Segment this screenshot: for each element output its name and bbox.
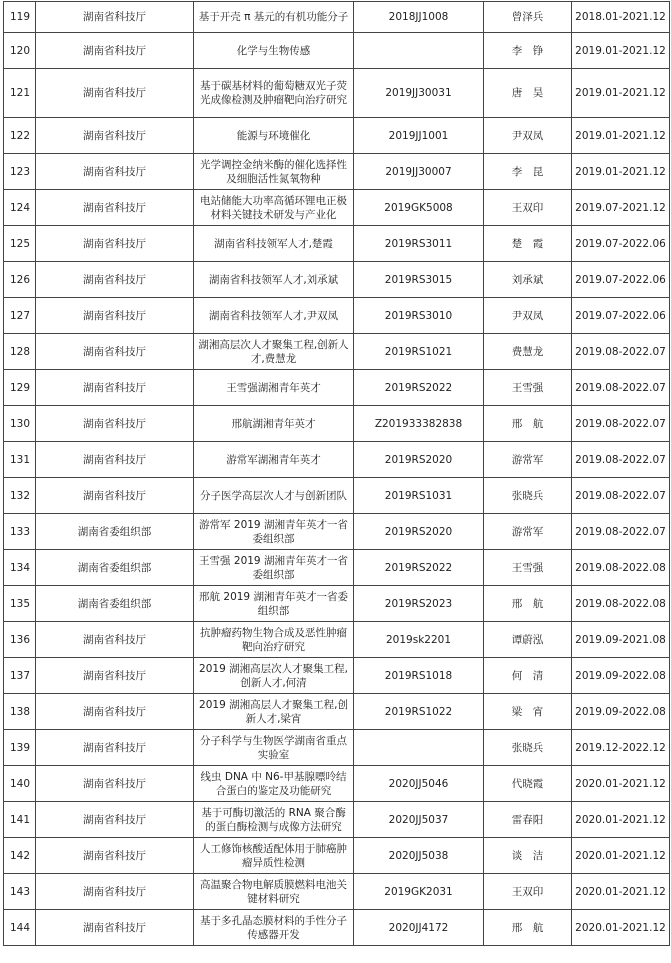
project-cell: 游常军湖湘青年英才 (194, 442, 354, 478)
row-number: 121 (4, 69, 36, 118)
project-cell: 湖南省科技领军人才,刘承斌 (194, 262, 354, 298)
person-cell: 张晓兵 (484, 478, 572, 514)
code-cell: 2020JJ4172 (354, 910, 484, 946)
row-number: 142 (4, 838, 36, 874)
org-cell: 湖南省科技厅 (36, 658, 194, 694)
period-cell: 2020.01-2021.12 (572, 874, 670, 910)
person-cell: 王雪强 (484, 550, 572, 586)
row-number: 128 (4, 334, 36, 370)
table-row (4, 802, 670, 838)
person-cell: 游常军 (484, 442, 572, 478)
project-cell: 湖南省科技领军人才,尹双凤 (194, 298, 354, 334)
row-number: 123 (4, 154, 36, 190)
code-cell: 2019RS2022 (354, 370, 484, 406)
code-cell: 2019GK5008 (354, 190, 484, 226)
row-number: 119 (4, 2, 36, 33)
code-cell: 2019RS1018 (354, 658, 484, 694)
table-row (4, 298, 670, 334)
person-cell: 王雪强 (484, 370, 572, 406)
period-cell: 2019.08-2022.07 (572, 442, 670, 478)
org-cell: 湖南省科技厅 (36, 154, 194, 190)
org-cell: 湖南省科技厅 (36, 910, 194, 946)
org-cell: 湖南省科技厅 (36, 694, 194, 730)
table-row (4, 69, 670, 118)
row-number: 130 (4, 406, 36, 442)
period-cell: 2019.01-2021.12 (572, 118, 670, 154)
table-row (4, 694, 670, 730)
period-cell: 2019.07-2022.06 (572, 226, 670, 262)
table-row (4, 874, 670, 910)
code-cell: 2019RS1021 (354, 334, 484, 370)
table-row (4, 33, 670, 69)
period-cell: 2019.09-2022.08 (572, 694, 670, 730)
code-cell: 2020JJ5046 (354, 766, 484, 802)
org-cell: 湖南省科技厅 (36, 370, 194, 406)
person-cell: 尹双凤 (484, 118, 572, 154)
table-row (4, 190, 670, 226)
org-cell: 湖南省科技厅 (36, 298, 194, 334)
project-cell: 电站储能大功率高循环锂电正极材料关键技术研发与产业化 (194, 190, 354, 226)
code-cell: 2019sk2201 (354, 622, 484, 658)
code-cell: 2019JJ1001 (354, 118, 484, 154)
period-cell: 2019.07-2021.12 (572, 190, 670, 226)
table-row (4, 622, 670, 658)
row-number: 138 (4, 694, 36, 730)
person-cell: 梁 宵 (484, 694, 572, 730)
table-row (4, 118, 670, 154)
person-cell: 代晓霞 (484, 766, 572, 802)
person-cell: 曾泽兵 (484, 2, 572, 33)
table-row (4, 334, 670, 370)
period-cell: 2019.08-2022.08 (572, 586, 670, 622)
project-cell: 基于碳基材料的葡萄糖双光子荧光成像检测及肿瘤靶向治疗研究 (194, 69, 354, 118)
project-cell: 人工修饰核酸适配体用于肺癌肿瘤异质性检测 (194, 838, 354, 874)
project-cell: 基于可酶切激活的 RNA 聚合酶的蛋白酶检测与成像方法研究 (194, 802, 354, 838)
code-cell: 2019RS1022 (354, 694, 484, 730)
org-cell: 湖南省科技厅 (36, 442, 194, 478)
period-cell: 2020.01-2021.12 (572, 766, 670, 802)
project-cell: 2019 湖湘高层次人才聚集工程,创新人才,何清 (194, 658, 354, 694)
org-cell: 湖南省科技厅 (36, 874, 194, 910)
code-cell: 2019RS1031 (354, 478, 484, 514)
project-cell: 分子科学与生物医学湖南省重点实验室 (194, 730, 354, 766)
org-cell: 湖南省科技厅 (36, 730, 194, 766)
project-cell: 线虫 DNA 中 N6-甲基腺嘌呤结合蛋白的鉴定及功能研究 (194, 766, 354, 802)
org-cell: 湖南省委组织部 (36, 514, 194, 550)
org-cell: 湖南省科技厅 (36, 262, 194, 298)
project-cell: 基于多孔晶态膜材料的手性分子传感器开发 (194, 910, 354, 946)
table-row (4, 730, 670, 766)
person-cell: 费慧龙 (484, 334, 572, 370)
project-cell: 王雪强 2019 湖湘青年英才一省委组织部 (194, 550, 354, 586)
person-cell: 雷春阳 (484, 802, 572, 838)
period-cell: 2019.07-2022.06 (572, 262, 670, 298)
period-cell: 2019.08-2022.07 (572, 514, 670, 550)
code-cell: Z201933382838 (354, 406, 484, 442)
org-cell: 湖南省科技厅 (36, 2, 194, 33)
row-number: 144 (4, 910, 36, 946)
row-number: 125 (4, 226, 36, 262)
person-cell: 邢 航 (484, 910, 572, 946)
row-number: 139 (4, 730, 36, 766)
row-number: 141 (4, 802, 36, 838)
period-cell: 2019.08-2022.07 (572, 370, 670, 406)
project-cell: 邢航湖湘青年英才 (194, 406, 354, 442)
table-row (4, 406, 670, 442)
table-row (4, 2, 670, 33)
period-cell: 2019.08-2022.07 (572, 406, 670, 442)
row-number: 120 (4, 33, 36, 69)
person-cell: 邢 航 (484, 406, 572, 442)
person-cell: 尹双凤 (484, 298, 572, 334)
person-cell: 王双印 (484, 190, 572, 226)
table-row (4, 478, 670, 514)
table-row (4, 370, 670, 406)
row-number: 135 (4, 586, 36, 622)
person-cell: 李 铮 (484, 33, 572, 69)
code-cell: 2019RS3011 (354, 226, 484, 262)
code-cell: 2019RS2020 (354, 442, 484, 478)
period-cell: 2019.01-2021.12 (572, 154, 670, 190)
code-cell: 2019GK2031 (354, 874, 484, 910)
row-number: 126 (4, 262, 36, 298)
row-number: 122 (4, 118, 36, 154)
org-cell: 湖南省科技厅 (36, 406, 194, 442)
period-cell: 2019.07-2022.06 (572, 298, 670, 334)
period-cell: 2019.01-2021.12 (572, 33, 670, 69)
row-number: 129 (4, 370, 36, 406)
period-cell: 2019.09-2022.08 (572, 658, 670, 694)
table-row (4, 838, 670, 874)
person-cell: 何 清 (484, 658, 572, 694)
project-cell: 2019 湖湘高层人才聚集工程,创新人才,梁宵 (194, 694, 354, 730)
org-cell: 湖南省委组织部 (36, 586, 194, 622)
person-cell: 游常军 (484, 514, 572, 550)
org-cell: 湖南省科技厅 (36, 802, 194, 838)
org-cell: 湖南省科技厅 (36, 69, 194, 118)
code-cell (354, 33, 484, 69)
person-cell: 李 昆 (484, 154, 572, 190)
person-cell: 楚 霞 (484, 226, 572, 262)
table-row (4, 442, 670, 478)
code-cell: 2019RS3010 (354, 298, 484, 334)
row-number: 132 (4, 478, 36, 514)
org-cell: 湖南省科技厅 (36, 190, 194, 226)
period-cell: 2019.08-2022.07 (572, 478, 670, 514)
row-number: 127 (4, 298, 36, 334)
code-cell: 2018JJ1008 (354, 2, 484, 33)
period-cell: 2019.09-2021.08 (572, 622, 670, 658)
code-cell (354, 730, 484, 766)
code-cell: 2020JJ5038 (354, 838, 484, 874)
code-cell: 2019JJ30007 (354, 154, 484, 190)
project-cell: 分子医学高层次人才与创新团队 (194, 478, 354, 514)
person-cell: 唐 昊 (484, 69, 572, 118)
period-cell: 2020.01-2021.12 (572, 910, 670, 946)
person-cell: 邢 航 (484, 586, 572, 622)
project-cell: 能源与环境催化 (194, 118, 354, 154)
period-cell: 2019.08-2022.08 (572, 550, 670, 586)
table-row (4, 262, 670, 298)
table-row (4, 550, 670, 586)
table-row (4, 226, 670, 262)
person-cell: 王双印 (484, 874, 572, 910)
period-cell: 2019.01-2021.12 (572, 69, 670, 118)
period-cell: 2018.01-2021.12 (572, 2, 670, 33)
person-cell: 谭蔚泓 (484, 622, 572, 658)
row-number: 124 (4, 190, 36, 226)
row-number: 137 (4, 658, 36, 694)
org-cell: 湖南省科技厅 (36, 334, 194, 370)
org-cell: 湖南省委组织部 (36, 550, 194, 586)
project-cell: 湖南省科技领军人才,楚霞 (194, 226, 354, 262)
period-cell: 2019.12-2022.12 (572, 730, 670, 766)
row-number: 134 (4, 550, 36, 586)
project-cell: 湖湘高层次人才聚集工程,创新人才,费慧龙 (194, 334, 354, 370)
person-cell: 刘承斌 (484, 262, 572, 298)
code-cell: 2019RS3015 (354, 262, 484, 298)
period-cell: 2019.08-2022.07 (572, 334, 670, 370)
project-cell: 化学与生物传感 (194, 33, 354, 69)
project-cell: 抗肿瘤药物生物合成及恶性肿瘤靶向治疗研究 (194, 622, 354, 658)
org-cell: 湖南省科技厅 (36, 838, 194, 874)
org-cell: 湖南省科技厅 (36, 33, 194, 69)
org-cell: 湖南省科技厅 (36, 226, 194, 262)
row-number: 133 (4, 514, 36, 550)
org-cell: 湖南省科技厅 (36, 766, 194, 802)
org-cell: 湖南省科技厅 (36, 478, 194, 514)
period-cell: 2020.01-2021.12 (572, 838, 670, 874)
table-row (4, 586, 670, 622)
project-cell: 基于开壳 π 基元的有机功能分子 (194, 2, 354, 33)
table-row (4, 658, 670, 694)
person-cell: 张晓兵 (484, 730, 572, 766)
code-cell: 2019JJ30031 (354, 69, 484, 118)
project-cell: 高温聚合物电解质膜燃料电池关键材料研究 (194, 874, 354, 910)
person-cell: 谈 洁 (484, 838, 572, 874)
code-cell: 2019RS2022 (354, 550, 484, 586)
period-cell: 2020.01-2021.12 (572, 802, 670, 838)
org-cell: 湖南省科技厅 (36, 622, 194, 658)
project-cell: 邢航 2019 湖湘青年英才一省委组织部 (194, 586, 354, 622)
code-cell: 2019RS2020 (354, 514, 484, 550)
project-cell: 游常军 2019 湖湘青年英才一省委组织部 (194, 514, 354, 550)
row-number: 136 (4, 622, 36, 658)
project-table (3, 1, 670, 946)
row-number: 140 (4, 766, 36, 802)
code-cell: 2019RS2023 (354, 586, 484, 622)
org-cell: 湖南省科技厅 (36, 118, 194, 154)
table-row (4, 154, 670, 190)
project-table-body (4, 2, 670, 946)
row-number: 131 (4, 442, 36, 478)
project-cell: 王雪强湖湘青年英才 (194, 370, 354, 406)
table-row (4, 910, 670, 946)
code-cell: 2020JJ5037 (354, 802, 484, 838)
table-row (4, 514, 670, 550)
table-row (4, 766, 670, 802)
row-number: 143 (4, 874, 36, 910)
project-cell: 光学调控金纳米酶的催化选择性及细胞活性氮氧物种 (194, 154, 354, 190)
